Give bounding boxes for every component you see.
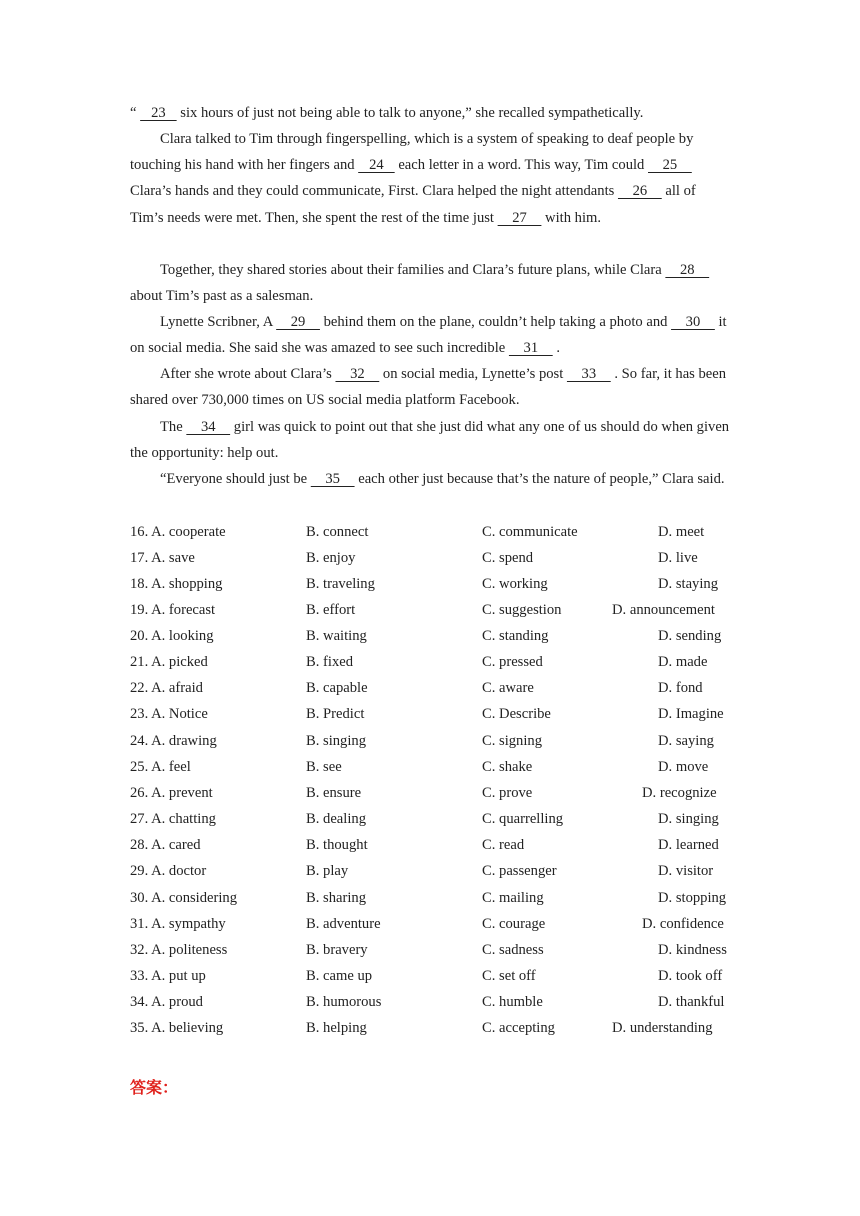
option-row-22 <box>130 675 740 701</box>
option-c: C. set off <box>482 968 536 984</box>
passage-paragraph-6 <box>130 414 730 466</box>
option-row-31 <box>130 911 740 937</box>
option-a: 33. A. put up <box>130 968 206 984</box>
option-a: 35. A. believing <box>130 1020 224 1036</box>
option-a: 18. A. shopping <box>130 576 223 592</box>
paragraph-text: behind them on the plane, couldn’t help taking a photo and <box>319 314 672 330</box>
option-row-18 <box>130 571 740 597</box>
paragraph-text: each other just because that’s the nature of people,” Clara said. <box>354 471 725 487</box>
option-row-23 <box>130 701 740 727</box>
option-b: B. enjoy <box>306 550 356 566</box>
option-c: C. Describe <box>482 706 551 722</box>
blank-35: 35 <box>310 471 355 487</box>
blank-30: 30 <box>671 314 715 330</box>
option-c: C. courage <box>482 916 546 932</box>
option-d: D. live <box>658 550 698 566</box>
option-c: C. aware <box>482 680 534 696</box>
option-d: D. confidence <box>642 916 724 932</box>
option-b: B. thought <box>306 837 368 853</box>
option-a: 21. A. picked <box>130 654 208 670</box>
option-row-19 <box>130 597 740 623</box>
blank-28: 28 <box>665 262 710 278</box>
option-b: B. adventure <box>306 916 381 932</box>
option-b: B. capable <box>306 680 368 696</box>
option-c: C. signing <box>482 733 543 749</box>
option-c: C. read <box>482 837 525 853</box>
paragraph-text: . <box>552 340 560 357</box>
option-a: 23. A. Notice <box>130 706 208 722</box>
option-d: D. sending <box>658 628 722 644</box>
option-b: B. dealing <box>306 811 366 827</box>
blank-33: 33 <box>566 366 611 382</box>
option-b: B. Predict <box>306 706 365 722</box>
option-d: D. took off <box>658 968 723 984</box>
option-a: 31. A. sympathy <box>130 916 226 932</box>
option-row-32 <box>130 937 740 963</box>
option-a: 30. A. considering <box>130 890 238 906</box>
option-row-26 <box>130 780 740 806</box>
blank-29: 29 <box>276 314 320 330</box>
option-row-16 <box>130 519 740 545</box>
option-d: D. understanding <box>612 1020 713 1036</box>
blank-25: 25 <box>648 157 692 174</box>
paragraph-text: about Tim’s past as a salesman. <box>130 288 314 305</box>
passage-paragraph-4 <box>130 309 730 361</box>
option-row-17 <box>130 545 740 571</box>
option-a: 32. A. politeness <box>130 942 228 958</box>
option-d: D. meet <box>658 524 705 540</box>
option-d: D. kindness <box>658 942 727 958</box>
option-b: B. traveling <box>306 576 375 592</box>
option-d: D. fond <box>658 680 703 696</box>
paragraph-text: Clara talked to Tim through fingerspelling, which is a system of speaking to deaf people by touching his hand with her fingers and <box>130 131 694 174</box>
blank-24: 24 <box>358 157 395 174</box>
option-a: 34. A. proud <box>130 994 203 1010</box>
option-row-34 <box>130 989 740 1015</box>
paragraph-text: with him. <box>541 209 601 226</box>
option-b: B. humorous <box>306 994 382 1010</box>
option-b: B. effort <box>306 602 356 618</box>
paragraph-text: Together, they shared stories about their families and Clara’s future plans, while Clara <box>160 262 666 278</box>
paragraph-text: “Everyone should just be <box>160 471 311 487</box>
option-row-35 <box>130 1015 740 1041</box>
blank-23: 23 <box>140 105 177 121</box>
blank-31: 31 <box>508 340 553 357</box>
option-d: D. Imagine <box>658 706 724 722</box>
option-d: D. staying <box>658 576 718 592</box>
option-d: D. singing <box>658 811 719 827</box>
passage-paragraph-2 <box>130 126 730 231</box>
option-row-25 <box>130 754 740 780</box>
paragraph-text: each letter in a word. This way, Tim could <box>394 157 648 174</box>
option-c: C. accepting <box>482 1020 555 1036</box>
option-c: C. working <box>482 576 548 592</box>
paragraph-text: girl was quick to point out that she just did what any one of us should do when given the opportunity: help out. <box>130 419 730 462</box>
option-d: D. move <box>658 759 709 775</box>
option-a: 20. A. looking <box>130 628 214 644</box>
option-d: D. learned <box>658 837 719 853</box>
option-row-28 <box>130 832 740 858</box>
option-c: C. communicate <box>482 524 578 540</box>
blank-27: 27 <box>497 209 542 226</box>
option-a: 27. A. chatting <box>130 811 216 827</box>
paragraph-text: The <box>160 419 187 435</box>
passage-paragraph-5 <box>130 361 730 413</box>
paragraph-text: on social media, Lynette’s post <box>379 366 567 382</box>
blank-34: 34 <box>186 419 231 435</box>
option-b: B. see <box>306 759 342 775</box>
paragraph-text: all of Tim’s needs were met. Then, she spent the rest of the time just <box>130 183 696 226</box>
option-c: C. sadness <box>482 942 544 958</box>
blank-26: 26 <box>617 183 662 200</box>
answer-heading: 答案： <box>130 1078 179 1097</box>
option-b: B. connect <box>306 524 369 540</box>
option-a: 26. A. prevent <box>130 785 213 801</box>
option-a: 24. A. drawing <box>130 733 217 749</box>
option-row-27 <box>130 806 740 832</box>
option-c: C. mailing <box>482 890 544 906</box>
paragraph-text: . So far, it has been shared over 730,000 times on US social media platform Facebook. <box>130 366 727 409</box>
option-row-21 <box>130 649 740 675</box>
paragraph-text: six hours of just not being able to talk to anyone,” she recalled sympathetically. <box>176 105 644 121</box>
option-b: B. singing <box>306 733 367 749</box>
passage-paragraph-1 <box>130 100 730 126</box>
option-c: C. standing <box>482 628 549 644</box>
paragraph-text: Clara’s hands and they could communicate, First. Clara helped the night attendants <box>130 183 618 200</box>
passage-paragraph-7 <box>130 466 730 492</box>
option-c: C. humble <box>482 994 543 1010</box>
option-a: 28. A. cared <box>130 837 201 853</box>
option-a: 29. A. doctor <box>130 863 207 879</box>
paragraph-text: Lynette Scribner, A <box>160 314 277 330</box>
option-a: 17. A. save <box>130 550 195 566</box>
paragraph-text: After she wrote about Clara’s <box>160 366 336 382</box>
option-d: D. made <box>658 654 708 670</box>
option-b: B. ensure <box>306 785 362 801</box>
option-b: B. waiting <box>306 628 367 644</box>
option-d: D. visitor <box>658 863 714 879</box>
option-d: D. saying <box>658 733 714 749</box>
option-b: B. fixed <box>306 654 354 670</box>
option-b: B. play <box>306 863 349 879</box>
option-c: C. shake <box>482 759 533 775</box>
option-row-24 <box>130 728 740 754</box>
open-quote: “ <box>130 105 141 121</box>
option-c: C. quarrelling <box>482 811 564 827</box>
option-row-30 <box>130 885 740 911</box>
option-c: C. suggestion <box>482 602 562 618</box>
option-c: C. passenger <box>482 863 557 879</box>
option-d: D. thankful <box>658 994 725 1010</box>
option-d: D. announcement <box>612 602 715 618</box>
option-b: B. bravery <box>306 942 368 958</box>
option-b: B. sharing <box>306 890 366 906</box>
option-c: C. pressed <box>482 654 543 670</box>
option-row-29 <box>130 858 740 884</box>
option-b: B. came up <box>306 968 373 984</box>
option-row-33 <box>130 963 740 989</box>
blank-32: 32 <box>335 366 380 382</box>
passage-paragraph-3 <box>130 257 730 309</box>
option-d: D. recognize <box>642 785 717 801</box>
option-row-20 <box>130 623 740 649</box>
option-c: C. spend <box>482 550 534 566</box>
option-a: 16. A. cooperate <box>130 524 226 540</box>
option-a: 22. A. afraid <box>130 680 203 696</box>
option-a: 19. A. forecast <box>130 602 216 618</box>
option-c: C. prove <box>482 785 533 801</box>
paragraph-text: it on social media. She said she was amazed to see such incredible <box>130 314 727 357</box>
option-b: B. helping <box>306 1020 367 1036</box>
option-d: D. stopping <box>658 890 727 906</box>
option-a: 25. A. feel <box>130 759 191 775</box>
